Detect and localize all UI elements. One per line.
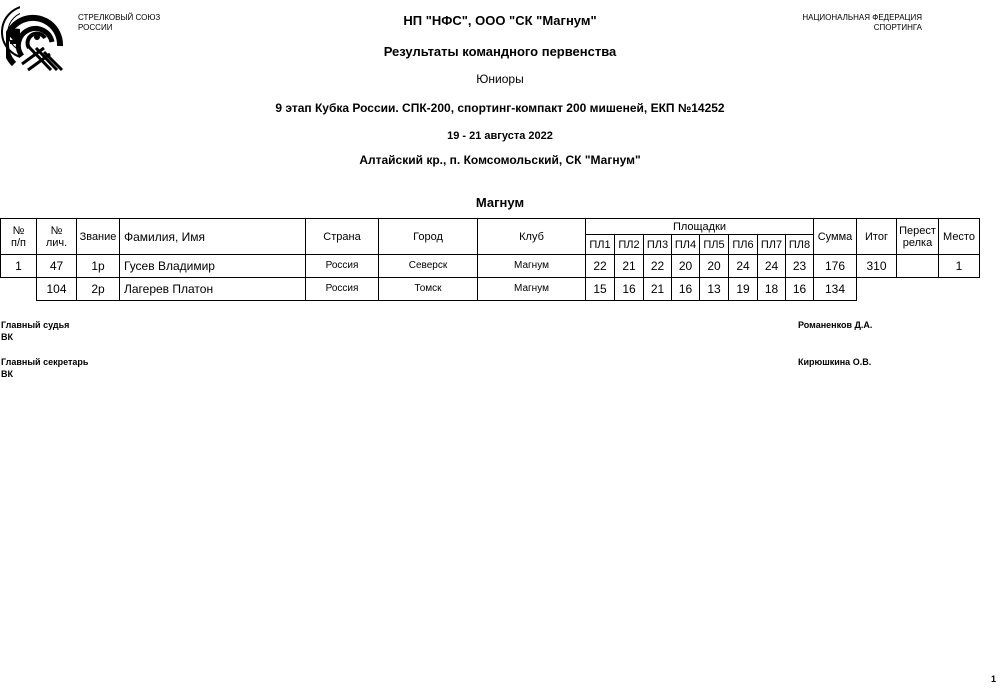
cell-score: 20 (672, 255, 700, 278)
cell-empty (897, 278, 939, 301)
table-row (1, 255, 980, 278)
cell-total: 310 (857, 255, 897, 278)
area-header: ПЛ1 (586, 235, 615, 255)
cell-empty (857, 278, 897, 301)
col-club: Клуб (478, 219, 586, 255)
secretary-block (1, 356, 88, 380)
area-header: ПЛ8 (786, 235, 814, 255)
cell-score: 20 (700, 255, 729, 278)
area-header: ПЛ7 (758, 235, 786, 255)
judge-name: Романенков Д.А. (798, 320, 873, 330)
col-city: Город (379, 219, 478, 255)
org-right: НАЦИОНАЛЬНАЯ ФЕДЕРАЦИЯ СПОРТИНГА (802, 13, 922, 32)
cell-sum: 176 (814, 255, 857, 278)
cell-sum: 134 (814, 278, 857, 301)
cell-score: 16 (786, 278, 814, 301)
col-sum: Сумма (814, 219, 857, 255)
cell-shootoff (897, 255, 939, 278)
organizer-title: НП "НФС", ООО "СК "Магнум" (403, 13, 597, 28)
col-lic: № лич. (37, 219, 77, 255)
cell-score: 22 (586, 255, 615, 278)
event-title: 9 этап Кубка России. СПК-200, спортинг-компакт 200 мишеней, ЕКП №14252 (275, 101, 725, 115)
category: Юниоры (476, 72, 524, 86)
cell-score: 15 (586, 278, 615, 301)
col-num: № п/п (1, 219, 37, 255)
table-header-row (1, 219, 980, 235)
results-table (0, 218, 980, 301)
col-name: Фамилия, Имя (120, 219, 306, 255)
cell-empty (939, 278, 980, 301)
col-place: Место (939, 219, 980, 255)
cell-rank: 1р (77, 255, 120, 278)
cell-rank: 2р (77, 278, 120, 301)
cell-empty (1, 278, 37, 301)
page-title: Результаты командного первенства (383, 44, 617, 59)
secretary-name: Кирюшкина О.В. (798, 357, 872, 367)
cell-score: 16 (615, 278, 644, 301)
judge-category: ВК (1, 332, 13, 342)
cell-score: 23 (786, 255, 814, 278)
cell-lic: 104 (37, 278, 77, 301)
secretary-label: Главный секретарь (1, 357, 89, 367)
table-row (1, 278, 980, 301)
team-name: Магнум (475, 195, 525, 210)
cell-score: 13 (700, 278, 729, 301)
area-header: ПЛ4 (672, 235, 700, 255)
col-rank: Звание (77, 219, 120, 255)
cell-score: 18 (758, 278, 786, 301)
event-location: Алтайский кр., п. Комсомольский, СК "Магнум" (359, 153, 641, 167)
cell-city: Северск (379, 255, 478, 278)
cell-score: 21 (615, 255, 644, 278)
cell-name: Лагерев Платон (120, 278, 306, 301)
area-header: ПЛ3 (644, 235, 672, 255)
cell-lic: 47 (37, 255, 77, 278)
cell-score: 24 (758, 255, 786, 278)
col-country: Страна (306, 219, 379, 255)
event-dates: 19 - 21 августа 2022 (447, 130, 553, 142)
cell-score: 24 (729, 255, 758, 278)
judge-label: Главный судья (1, 320, 70, 330)
cell-score: 22 (644, 255, 672, 278)
cell-country: Россия (306, 278, 379, 301)
cell-city: Томск (379, 278, 478, 301)
cell-score: 19 (729, 278, 758, 301)
judge-block (1, 319, 69, 343)
cell-score: 16 (672, 278, 700, 301)
cell-country: Россия (306, 255, 379, 278)
col-total: Итог (857, 219, 897, 255)
page-number: 1 (990, 674, 996, 684)
col-shootoff: Перест релка (897, 219, 939, 255)
area-header: ПЛ2 (615, 235, 644, 255)
cell-name: Гусев Владимир (120, 255, 306, 278)
col-areas: Площадки (586, 219, 814, 235)
cell-score: 21 (644, 278, 672, 301)
cell-club: Магнум (478, 278, 586, 301)
cell-num: 1 (1, 255, 37, 278)
area-header: ПЛ6 (729, 235, 758, 255)
cell-place: 1 (939, 255, 980, 278)
secretary-category: ВК (1, 369, 13, 379)
area-header: ПЛ5 (700, 235, 729, 255)
org-left: СТРЕЛКОВЫЙ СОЮЗ РОССИИ (78, 13, 161, 32)
cell-club: Магнум (478, 255, 586, 278)
